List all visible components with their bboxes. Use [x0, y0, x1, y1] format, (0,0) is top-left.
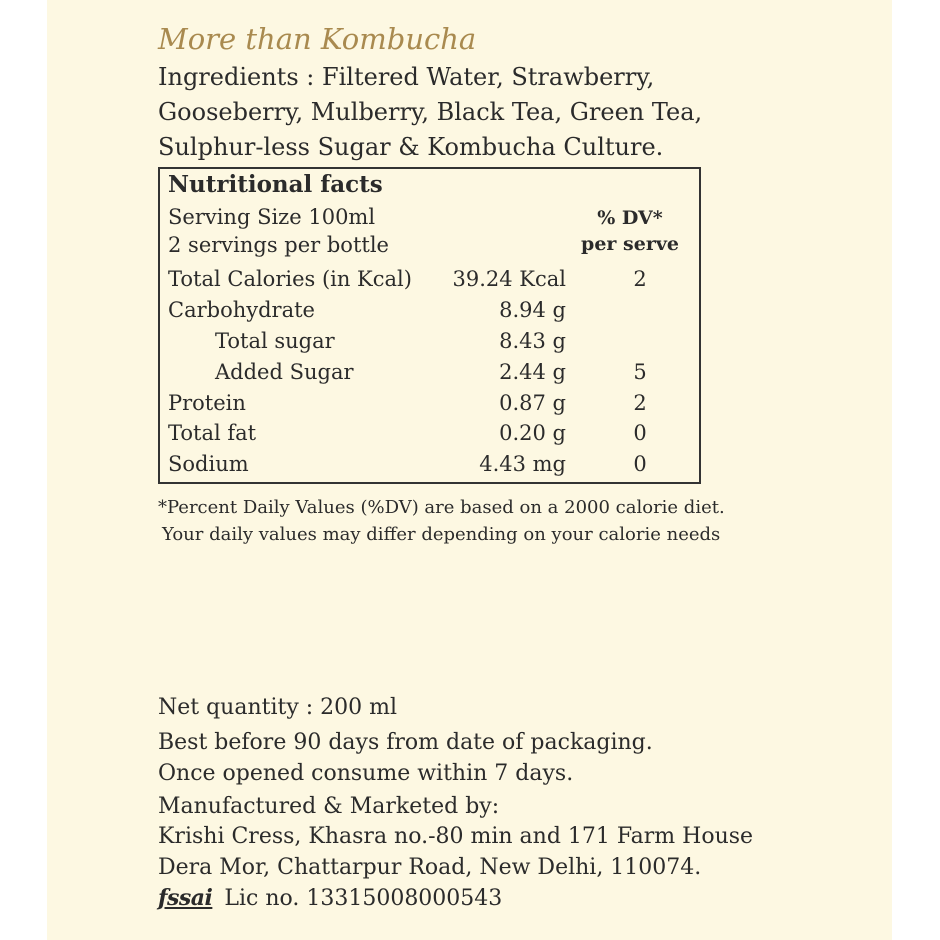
nutrient-label: Total sugar: [215, 329, 335, 353]
fssai-license: [158, 885, 502, 911]
nutrient-dv: 2: [633, 391, 647, 415]
ingredients-line: Sulphur-less Sugar & Kombucha Culture.: [158, 133, 664, 161]
dv-header-line: per serve: [581, 233, 679, 255]
nutrition-row: [160, 329, 699, 359]
serving-size: Serving Size 100ml: [168, 205, 376, 229]
nutrition-row: [160, 360, 699, 390]
nutrient-label: Sodium: [168, 452, 249, 476]
nutrition-title: Nutritional facts: [168, 171, 383, 198]
nutrition-row: [160, 298, 699, 328]
license-number: Lic no. 13315008000543: [224, 886, 503, 911]
nutrient-label: Protein: [168, 391, 246, 415]
product-title: More than Kombucha: [158, 22, 477, 56]
ingredients-line: Ingredients : Filtered Water, Strawberry,: [158, 63, 655, 91]
manufacturer-heading: Manufactured & Marketed by:: [158, 794, 500, 819]
dv-header-line: % DV*: [597, 207, 663, 229]
nutrient-label: Carbohydrate: [168, 298, 315, 322]
net-quantity: Net quantity : 200 ml: [158, 695, 398, 720]
nutrition-table: [158, 167, 701, 484]
nutrient-amount: 8.43 g: [499, 329, 566, 353]
nutrient-amount: 2.44 g: [499, 360, 566, 384]
address-line: Krishi Cress, Khasra no.-80 min and 171 Farm House: [158, 824, 754, 849]
dv-footnote: [158, 494, 725, 548]
nutrient-amount: 39.24 Kcal: [452, 267, 566, 291]
nutrient-amount: 0.87 g: [499, 391, 566, 415]
nutrient-amount: 8.94 g: [499, 298, 566, 322]
nutrient-amount: 0.20 g: [499, 421, 566, 445]
servings-per-bottle: 2 servings per bottle: [168, 233, 389, 257]
nutrient-label: Total fat: [168, 421, 257, 445]
ingredients-block: [158, 60, 718, 165]
nutrient-label: Added Sugar: [215, 360, 354, 384]
nutrition-row: [160, 452, 699, 482]
once-opened-note: Once opened consume within 7 days.: [158, 761, 574, 786]
nutrient-dv: 5: [633, 360, 647, 384]
nutrient-label: Total Calories (in Kcal): [168, 267, 412, 291]
footnote-line: Your daily values may differ depending on your calorie needs: [162, 524, 721, 545]
nutrient-dv: 0: [633, 421, 647, 445]
ingredients-line: Gooseberry, Mulberry, Black Tea, Green Tea,: [158, 98, 703, 126]
best-before: Best before 90 days from date of packaging.: [158, 730, 653, 755]
nutrient-dv: 0: [633, 452, 647, 476]
nutrition-row: [160, 421, 699, 451]
address-line: Dera Mor, Chattarpur Road, New Delhi, 110074.: [158, 855, 702, 880]
dv-header: [565, 205, 695, 257]
nutrient-dv: 2: [633, 267, 647, 291]
fssai-logo-icon: fssai: [158, 885, 213, 911]
nutrition-row: [160, 267, 699, 297]
nutrition-row: [160, 391, 699, 421]
nutrient-amount: 4.43 mg: [479, 452, 566, 476]
footnote-line: *Percent Daily Values (%DV) are based on a 2000 calorie diet.: [158, 497, 725, 518]
